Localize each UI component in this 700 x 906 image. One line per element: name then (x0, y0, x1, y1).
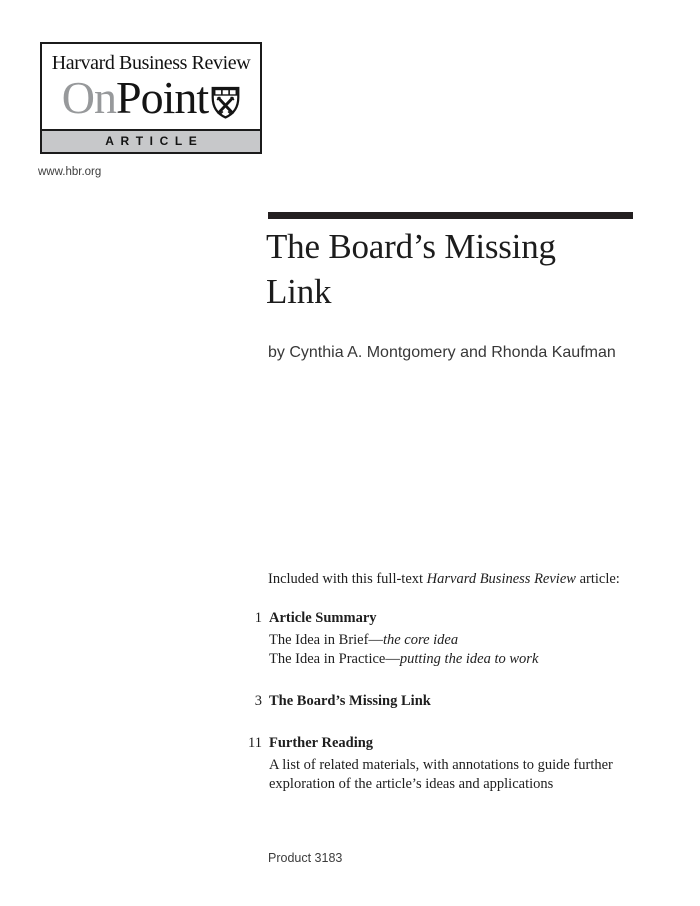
toc-subline (269, 631, 621, 650)
toc-page-number: 1 (254, 610, 262, 626)
toc-sublines (269, 756, 621, 793)
onpoint-text (62, 72, 208, 124)
title-rule (268, 212, 633, 219)
toc-item-article-summary (240, 609, 670, 668)
logo-top (42, 44, 260, 129)
toc-heading: Further Reading (269, 735, 374, 751)
hbs-shield-icon (211, 86, 240, 119)
toc-heading: Article Summary (269, 610, 377, 626)
contents-list (240, 570, 670, 793)
wordmark-point: Point (116, 72, 209, 123)
brand-name: Harvard Business Review (51, 52, 251, 74)
product-number: Product 3183 (268, 851, 343, 865)
toc-heading: The Board’s Missing Link (269, 693, 431, 709)
toc-item-main-article (240, 692, 670, 710)
subline-text: The Idea in Practice— (269, 650, 400, 667)
toc-subline (269, 650, 621, 669)
onpoint-wordmark (46, 72, 256, 124)
contents-intro (268, 570, 670, 588)
website-url: www.hbr.org (38, 166, 102, 178)
toc-sublines (269, 631, 621, 668)
intro-suffix: article: (575, 571, 620, 587)
intro-journal-name: Harvard Business Review (426, 571, 576, 587)
title-line-1: The Board’s Missing (266, 227, 556, 266)
toc-row (240, 692, 670, 710)
toc-page-number: 3 (254, 693, 262, 709)
toc-page-number: 11 (248, 735, 262, 751)
hbr-onpoint-logo (40, 42, 262, 154)
subline-text: The Idea in Brief— (269, 632, 383, 648)
toc-row (240, 609, 670, 627)
article-banner: ARTICLE (42, 129, 260, 152)
toc-item-further-reading (240, 734, 670, 793)
article-title (266, 224, 666, 314)
wordmark-on: On (61, 72, 117, 123)
toc-row (240, 734, 670, 752)
article-byline: by Cynthia A. Montgomery and Rhonda Kaufman (268, 344, 616, 361)
toc-subline (269, 756, 621, 793)
title-line-2: Link (266, 272, 332, 311)
subline-text: A list of related materials, with annotations to guide further exploration of the article’s ideas and applications (269, 757, 613, 792)
subline-italic: putting the idea to work (399, 650, 539, 667)
subline-italic: the core idea (382, 632, 459, 648)
intro-prefix: Included with this full-text (268, 571, 427, 587)
